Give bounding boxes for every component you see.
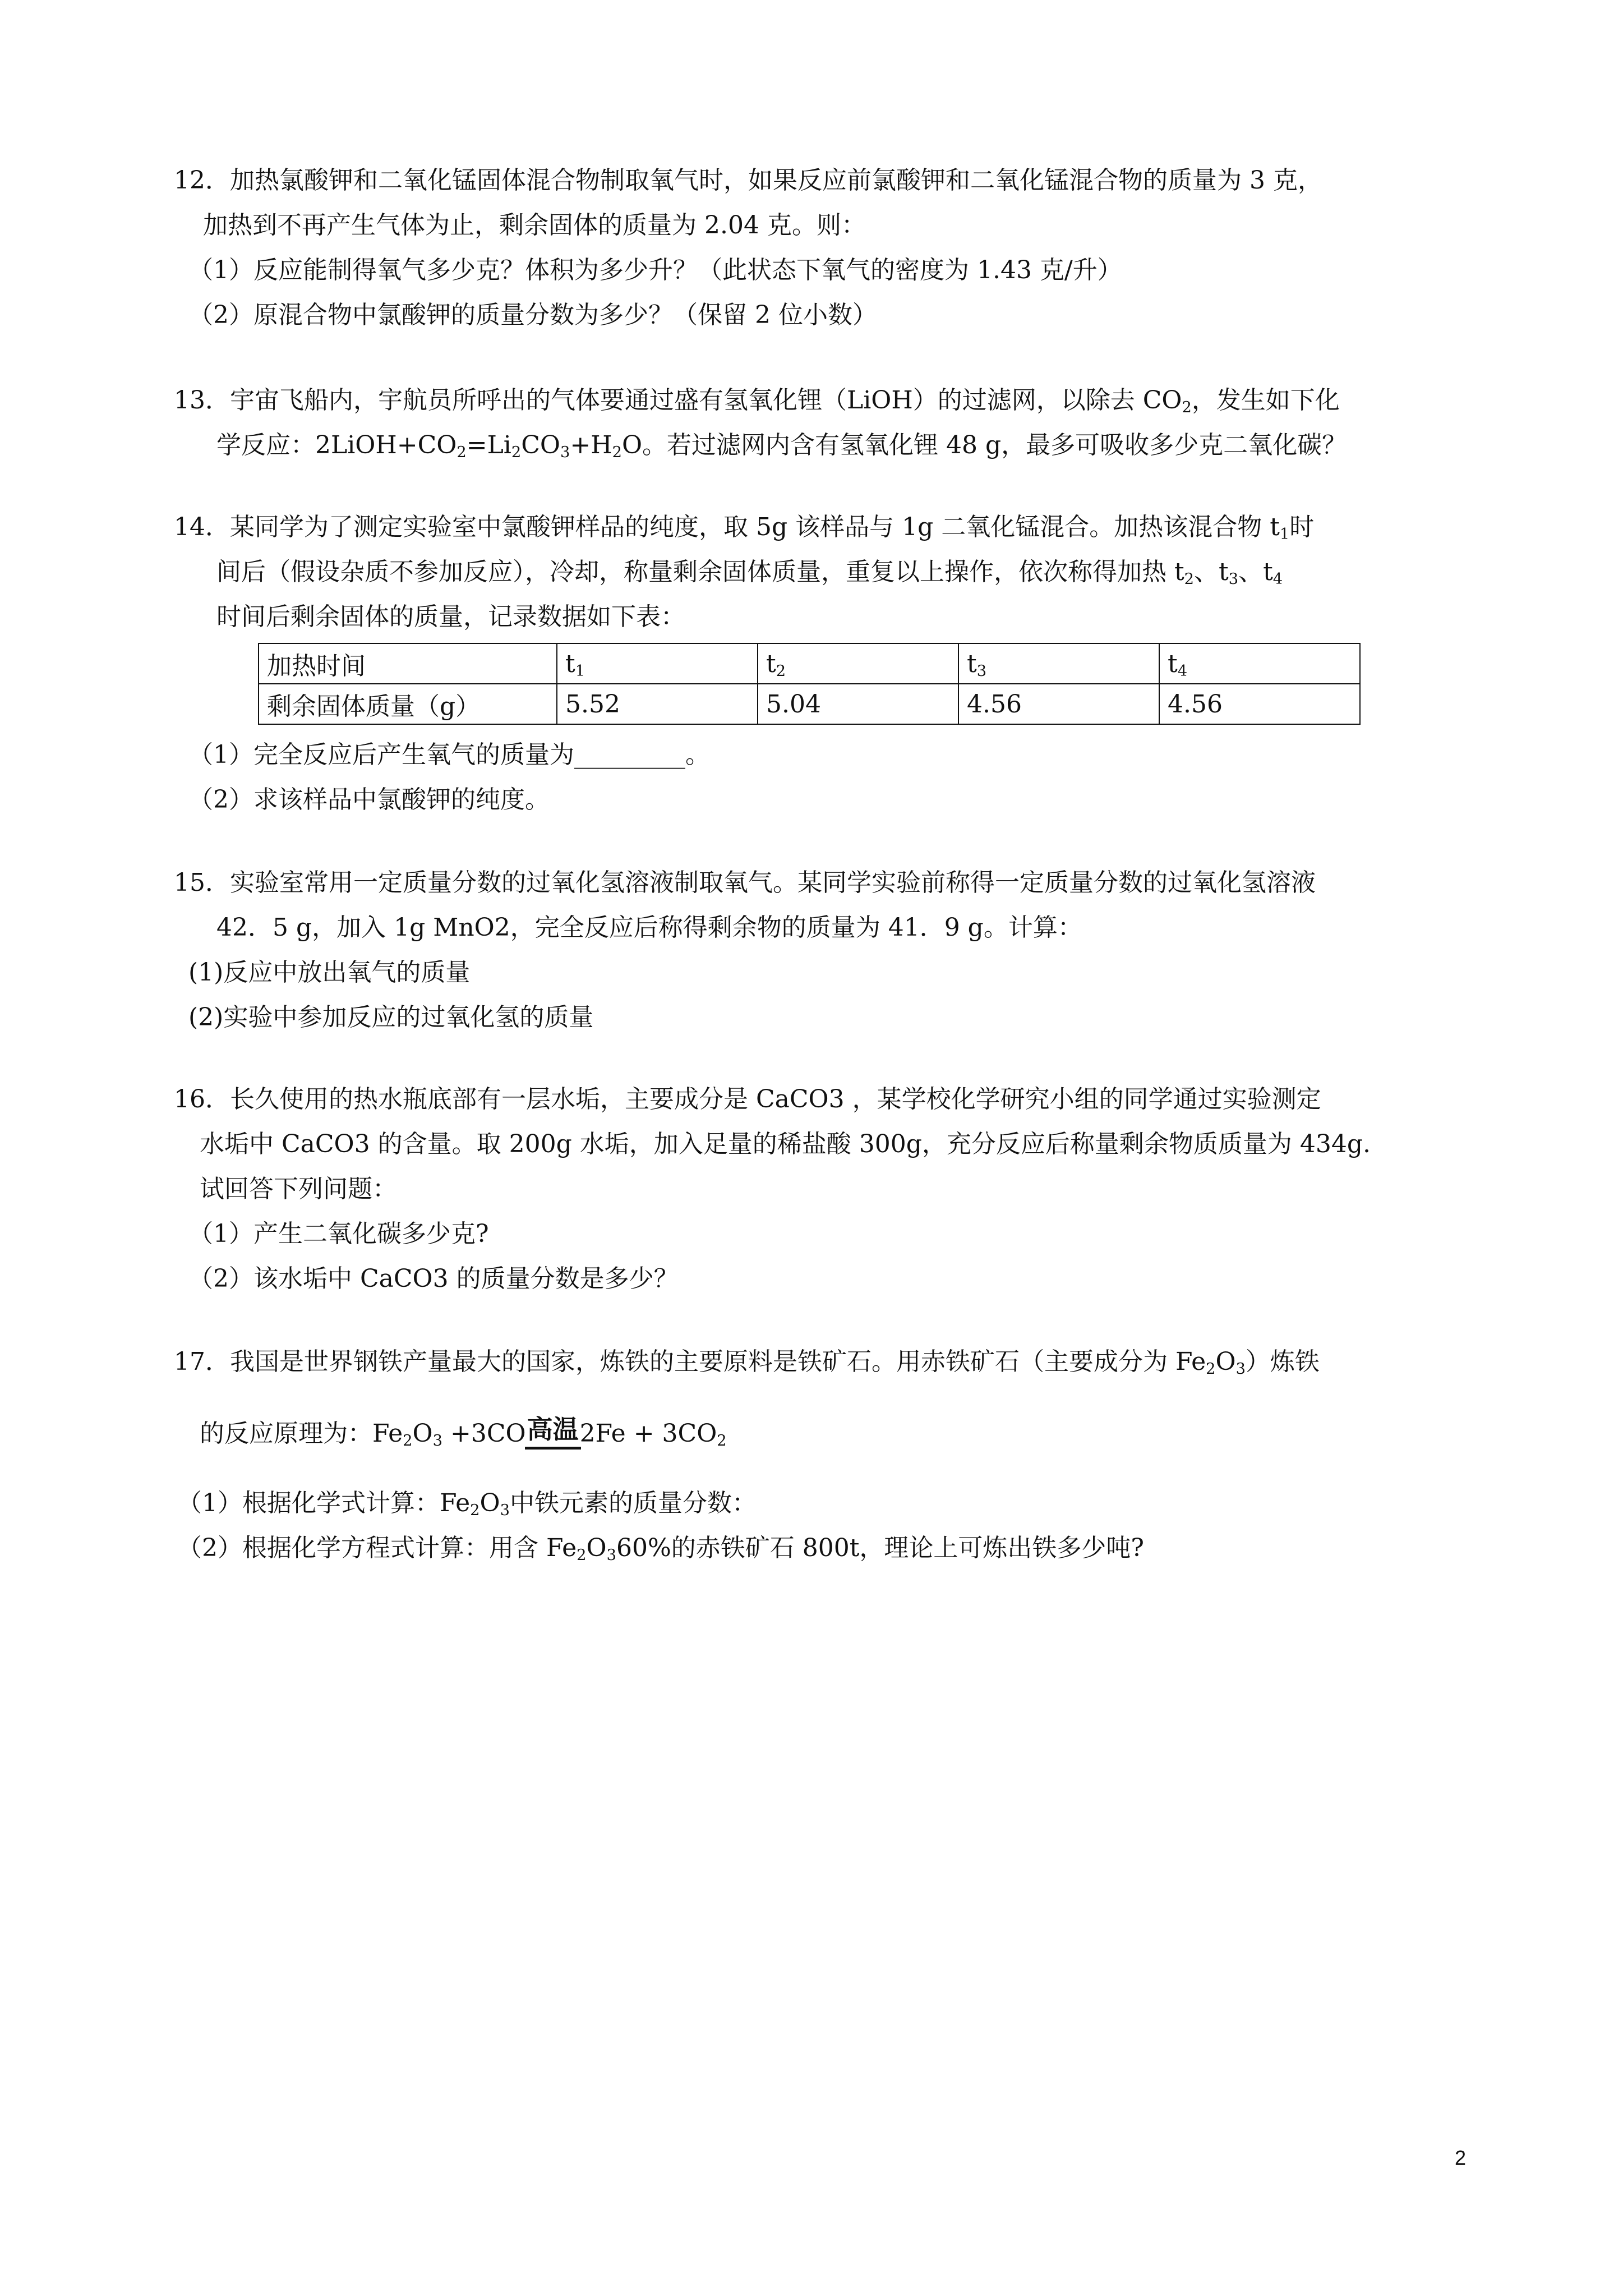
q17-line-1: 17．我国是世界钢铁产量最大的国家，炼铁的主要原料是铁矿石。用赤铁矿石（主要成分为 $Fe_2O_3$）炼铁 xyxy=(174,1347,1320,1378)
q16-line-3: 试回答下列问题： xyxy=(200,1175,397,1203)
heating-data-table xyxy=(258,643,1361,725)
table-cell-mass: 5.04 xyxy=(758,684,958,724)
q16-sub-2: （2）该水垢中 CaCO3 的质量分数是多少？ xyxy=(188,1264,679,1293)
q14-sub-1: （1）完全反应后产生氧气的质量为_________。 xyxy=(188,740,710,769)
reaction-condition-high-temp: 高温 xyxy=(527,1412,579,1446)
q15-line-1: 15．实验室常用一定质量分数的过氧化氢溶液制取氧气。某同学实验前称得一定质量分数的过氧化氢溶液 xyxy=(174,868,1316,897)
q17-sub-1: （1）根据化学式计算：$Fe_2O_3$中铁元素的质量分数： xyxy=(177,1489,757,1519)
q17-line-2: 的反应原理为：$Fe_2O_3 +3CO$高温$2Fe + 3CO_2$ xyxy=(200,1412,727,1451)
table-cell-mass: 4.56 xyxy=(958,684,1159,724)
q16-line-2: 水垢中 CaCO3 的含量。取 200g 水垢，加入足量的稀盐酸 300g，充分反应后称量剩余物质质量为 434g. xyxy=(200,1130,1371,1158)
table-row-mass xyxy=(259,684,1360,724)
table-cell-label: 加热时间 xyxy=(259,643,557,684)
q14-line-3: 时间后剩余固体的质量，记录数据如下表： xyxy=(216,602,685,631)
q15-sub-2: (2)实验中参加反应的过氧化氢的质量 xyxy=(188,1003,594,1032)
q14-sub-2: （2）求该样品中氯酸钾的纯度。 xyxy=(188,785,550,814)
q16-sub-1: （1）产生二氧化碳多少克? xyxy=(188,1220,489,1248)
q16-line-1: 16．长久使用的热水瓶底部有一层水垢，主要成分是 CaCO3 ，某学校化学研究小组的同学通过实验测定 xyxy=(174,1085,1321,1114)
q17-sub-2: （2）根据化学方程式计算：用含 $Fe_2O_360\%$的赤铁矿石 800t，理论上可炼出铁多少吨? xyxy=(177,1534,1144,1564)
table-cell-mass: 4.56 xyxy=(1159,684,1360,724)
table-cell-t4: $t_4$ xyxy=(1159,643,1360,684)
q15-line-2: 42．5 g，加入 1g MnO2，完全反应后称得剩余物的质量为 41．9 g。计算： xyxy=(216,913,1082,942)
q12-sub-1: （1）反应能制得氧气多少克？体积为多少升？（此状态下氧气的密度为 1.43 克/升） xyxy=(188,256,1122,284)
q12-sub-2: （2）原混合物中氯酸钾的质量分数为多少？（保留 2 位小数） xyxy=(188,301,877,329)
q15-sub-1: (1)反应中放出氧气的质量 xyxy=(188,958,471,987)
page-number: 2 xyxy=(1455,2146,1467,2169)
table-cell-label: 剩余固体质量（g） xyxy=(259,684,557,724)
table-row-time xyxy=(259,643,1360,684)
q14-line-1: 14．某同学为了测定实验室中氯酸钾样品的纯度，取 5g 该样品与 1g 二氧化锰混合。加热该混合物 $t_1$时 xyxy=(174,513,1315,543)
table-cell-t1: $t_1$ xyxy=(557,643,758,684)
q12-line-2: 加热到不再产生气体为止，剩余固体的质量为 2.04 克。则： xyxy=(203,211,866,240)
table-cell-t3: $t_3$ xyxy=(958,643,1159,684)
table-cell-mass: 5.52 xyxy=(557,684,758,724)
table-cell-t2: $t_2$ xyxy=(758,643,958,684)
q13-line-2: 学反应：$2LiOH+CO_2=Li_2CO_3+H_2O$。若过滤网内含有氢氧化锂 48 g，最多可吸收多少克二氧化碳？ xyxy=(216,431,1347,461)
q13-line-1: 13．宇宙飞船内，宇航员所呼出的气体要通过盛有氢氧化锂（LiOH）的过滤网，以除去 $CO_2$，发生如下化 xyxy=(174,386,1340,416)
q14-line-2: 间后（假设杂质不参加反应），冷却，称量剩余固体质量，重复以上操作，依次称得加热 $t_2$、$t_3$、$t_4$ xyxy=(216,558,1283,588)
q12-line-1: 12．加热氯酸钾和二氧化锰固体混合物制取氧气时，如果反应前氯酸钾和二氧化锰混合物的质量为 3 克， xyxy=(174,166,1322,195)
